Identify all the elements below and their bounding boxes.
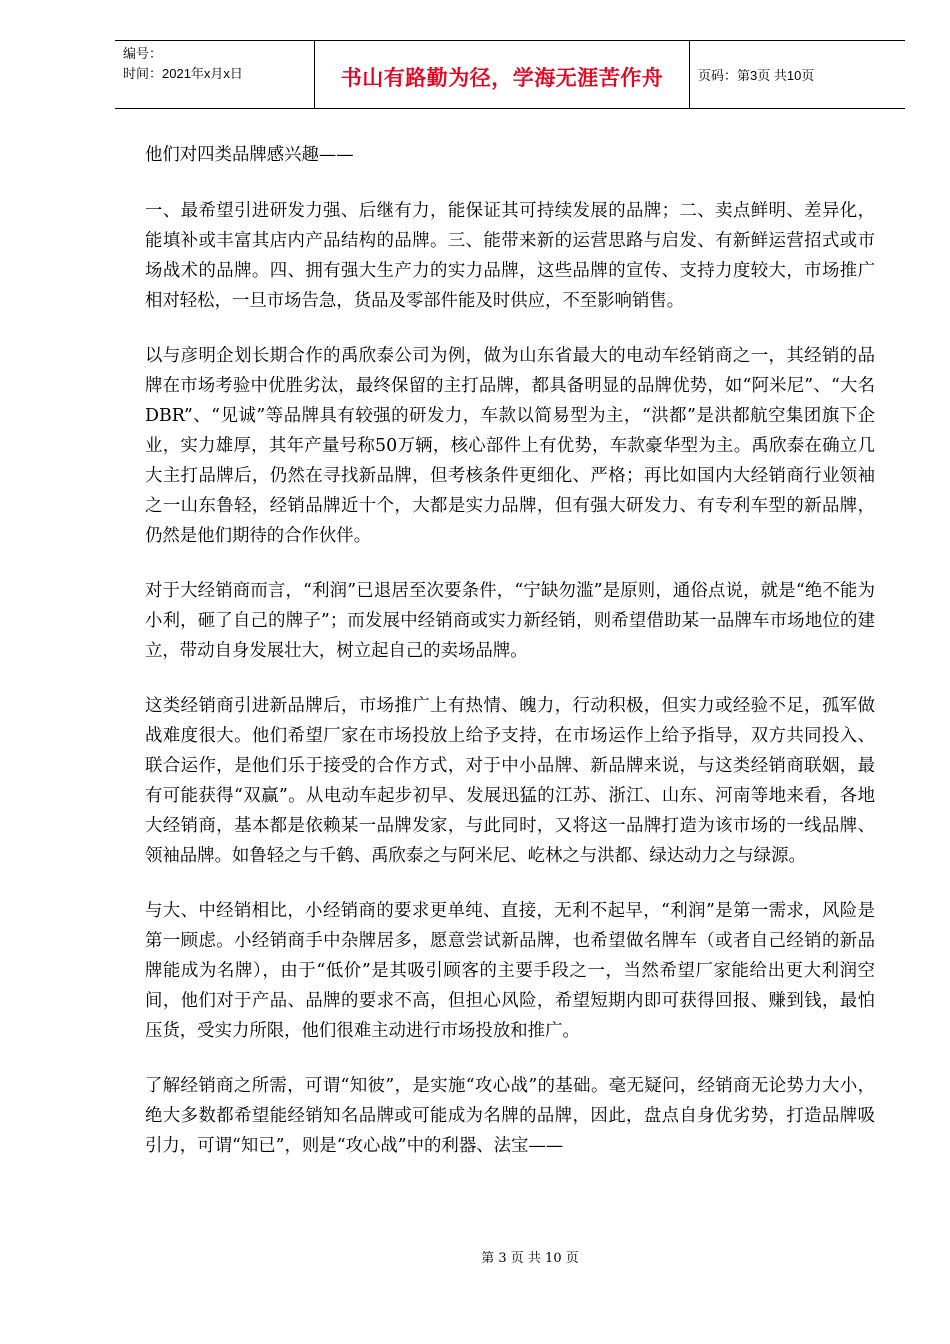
document-body — [145, 140, 875, 1186]
paragraph: 以与彦明企划长期合作的禹欣泰公司为例，做为山东省最大的电动车经销商之一，其经销的品牌在市场考验中优胜劣汰，最终保留的主打品牌，都具备明显的品牌优势，如“阿米尼”、“大名DBR”、“见诚”等品牌具有较强的研发力，车款以简易型为主，“洪都”是洪都航空集团旗下企业，实力雄厚，其年产量号称50万辆，核心部件上有优势，车款豪华型为主。禹欣泰在确立几大主打品牌后，仍然在寻找新品牌，但考核条件更细化、严格；再比如国内大经销商行业领袖之一山东鲁轻，经销品牌近十个，大都是实力品牌，但有强大研发力、有专利车型的新品牌，仍然是他们期待的合作伙伴。 — [145, 346, 875, 546]
header-motto-cell — [315, 41, 690, 108]
page-number-label: 页码：第3页 共10页 — [698, 68, 815, 83]
paragraph-intro: 他们对四类品牌感兴趣—— — [145, 145, 354, 165]
header-page-cell — [690, 41, 905, 108]
paragraph: 对于大经销商而言，“利润”已退居至次要条件，“宁缺勿滥”是原则，通俗点说，就是“绝不能为小利，砸了自己的牌子”；而发展中经销商或实力新经销，则希望借助某一品牌车市场地位的建立，带动自身发展壮大，树立起自己的卖场品牌。 — [145, 581, 875, 661]
page-footer: 第 3 页 共 10 页 — [481, 1251, 579, 1266]
number-label: 编号： — [123, 46, 163, 61]
time-label: 时间：2021年x月x日 — [123, 66, 243, 81]
paragraph: 这类经销商引进新品牌后，市场推广上有热情、魄力，行动积极，但实力或经验不足，孤军做战难度很大。他们希望厂家在市场投放上给予支持，在市场运作上给予指导，双方共同投入、联合运作，是他们乐于接受的合作方式，对于中小品牌、新品牌来说，与这类经销商联姻，最有可能获得“双赢”。从电动车起步初早、发展迅猛的江苏、浙江、山东、河南等地来看，各地大经销商，基本都是依赖某一品牌发家，与此同时，又将这一品牌打造为该市场的一线品牌、领袖品牌。如鲁轻之与千鹤、禹欣泰之与阿米尼、屹林之与洪都、绿达动力之与绿源。 — [145, 696, 875, 866]
header-info-cell — [115, 41, 315, 108]
paragraph: 了解经销商之所需，可谓“知彼”，是实施“攻心战”的基础。毫无疑问，经销商无论势力大小，绝大多数都希望能经销知名品牌或可能成为名牌的品牌，因此，盘点自身优劣势，打造品牌吸引力，可谓“知已”，则是“攻心战”中的利器、法宝—— — [145, 1076, 875, 1156]
motto-text: 书山有路勤为径，学海无涯苦作舟 — [340, 66, 664, 90]
page-header — [115, 40, 905, 109]
paragraph: 一、最希望引进研发力强、后继有力，能保证其可持续发展的品牌；二、卖点鲜明、差异化，能填补或丰富其店内产品结构的品牌。三、能带来新的运营思路与启发、有新鲜运营招式或市场战术的品牌。四、拥有强大生产力的实力品牌，这些品牌的宣传、支持力度较大，市场推广相对轻松，一旦市场告急，货品及零部件能及时供应，不至影响销售。 — [145, 201, 875, 311]
paragraph: 与大、中经销相比，小经销商的要求更单纯、直接，无利不起早，“利润”是第一需求，风险是第一顾虑。小经销商手中杂牌居多，愿意尝试新品牌，也希望做名牌车（或者自己经销的新品牌能成为名牌），由于“低价”是其吸引顾客的主要手段之一，当然希望厂家能给出更大利润空间，他们对于产品、品牌的要求不高，但担心风险，希望短期内即可获得回报、赚到钱，最怕压货，受实力所限，他们很难主动进行市场投放和推广。 — [145, 901, 875, 1041]
